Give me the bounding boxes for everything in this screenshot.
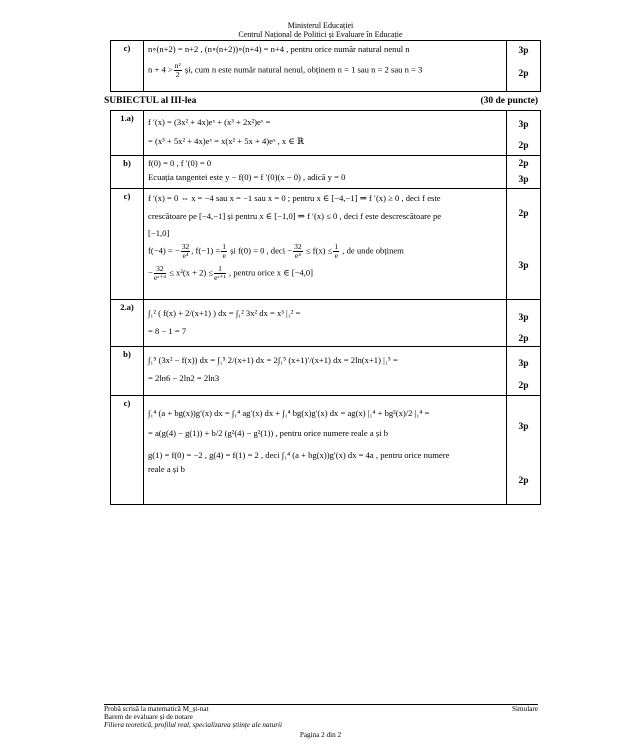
solution-line: f(0) = 0 , f ′(0) = 0 bbox=[148, 158, 212, 168]
footer-simulation: Simulare bbox=[512, 705, 538, 713]
points-value: 2p bbox=[518, 334, 529, 344]
item-content bbox=[144, 111, 507, 156]
item-label: b) bbox=[111, 347, 144, 396]
item-label: c) bbox=[111, 189, 144, 300]
solution-line: − $\frac{32}{\text{eˣ⁺⁴}}$ ≤ x²(x + 2) ≤ $\frac{1}{\text{eˣ⁺¹}}$ , pentru orice x ∈ [−4,0] bbox=[148, 264, 314, 282]
solution-line: Ecuația tangentei este y − f(0) = f ′(0)(x − 0) , adică y = 0 bbox=[148, 172, 346, 182]
item-content bbox=[144, 41, 507, 92]
item-label: b) bbox=[111, 156, 144, 189]
points-value: 2p bbox=[518, 69, 529, 79]
points-cell bbox=[507, 111, 541, 156]
points-cell bbox=[507, 396, 541, 505]
solution-line: g(1) = f(0) = −2 , g(4) = f(1) = 2 , deci ∫₁⁴ (a + bg(x))g′(x) dx = 4a , pentru orice numere bbox=[148, 450, 450, 460]
solution-line: = a(g(4) − g(1)) + b/2 (g²(4) − g²(1)) , pentru orice numere reale a și b bbox=[148, 428, 389, 438]
solution-line: reale a și b bbox=[148, 464, 185, 474]
solution-line: ∫₁⁴ (a + bg(x))g′(x) dx = ∫₁⁴ ag′(x) dx + ∫₁⁴ bg(x)g′(x) dx = ag(x) |₁⁴ + bg²(x)/2 |₁⁴ = bbox=[148, 408, 430, 418]
item-content bbox=[144, 156, 507, 189]
points-value: 2p bbox=[518, 381, 529, 391]
points-value: 3p bbox=[518, 46, 529, 56]
points-value: 2p bbox=[518, 476, 529, 486]
table-row bbox=[111, 347, 541, 396]
solution-line: = (x³ + 5x² + 4x)eˣ = x(x² + 5x + 4)eˣ , x ∈ ℝ bbox=[148, 136, 304, 146]
points-value: 3p bbox=[518, 120, 529, 130]
subject-points: (30 de puncte) bbox=[480, 96, 538, 106]
solution-line: [−1,0] bbox=[148, 228, 170, 238]
points-value: 3p bbox=[518, 313, 529, 323]
solution-line: ∫₁² ( f(x) + 2/(x+1) ) dx = ∫₁² 3x² dx = x³ |₁² = bbox=[148, 308, 301, 318]
item-content bbox=[144, 189, 507, 300]
item-label: 2.a) bbox=[111, 300, 144, 347]
solution-line: = 8 − 1 = 7 bbox=[148, 326, 187, 336]
top-table bbox=[110, 40, 541, 92]
item-label: c) bbox=[111, 41, 144, 92]
points-value: 3p bbox=[518, 359, 529, 369]
points-value: 2p bbox=[518, 141, 529, 151]
item-content bbox=[144, 347, 507, 396]
header-ministry: Ministerul Educației bbox=[287, 21, 354, 30]
points-cell bbox=[507, 189, 541, 300]
solution-line: = 2ln6 − 2ln2 = 2ln3 bbox=[148, 373, 220, 383]
points-cell bbox=[507, 41, 541, 92]
footer-barem: Barem de evaluare și de notare bbox=[104, 713, 193, 721]
table-row bbox=[111, 300, 541, 347]
solution-line: f(−4) = − $\frac{32}{\text{e⁴}}$ , f(−1) = $\frac{1}{e}$ și f(0) = 0 , deci − $\frac{32}{\text{e⁴}}$ ≤ f(x) ≤ $\frac{1}{e}$ , de unde obținem bbox=[148, 242, 404, 260]
solution-line: f ′(x) = (3x² + 4x)eˣ + (x³ + 2x²)eˣ = bbox=[148, 117, 271, 127]
table-row bbox=[111, 189, 541, 300]
footer-page: Pagina 2 din 2 bbox=[299, 731, 342, 739]
footer-filiera: Filiera teoretică, profilul real, specializarea științe ale naturii bbox=[104, 721, 283, 729]
table-row bbox=[111, 396, 541, 505]
item-label: 1.a) bbox=[111, 111, 144, 156]
subject-heading bbox=[104, 96, 538, 106]
subject-title: SUBIECTUL al III-lea bbox=[104, 96, 197, 106]
table-row bbox=[111, 111, 541, 156]
item-content bbox=[144, 396, 507, 505]
points-value: 3p bbox=[518, 175, 529, 185]
table-row bbox=[111, 41, 541, 92]
solution-line: n + 4 > $\frac{\text{n²}}{2}$ și, cum n este număr natural nenul, obținem n = 1 sau n = 2 sau n = 3 bbox=[148, 61, 423, 79]
table-row bbox=[111, 156, 541, 189]
header-center: Centrul Național de Politici și Evaluare în Educație bbox=[238, 30, 403, 39]
solution-line: crescătoare pe [−4,−1] și pentru x ∈ [−1,0] ⇒ f ′(x) ≤ 0 , deci f este descrescătoare pe bbox=[148, 211, 442, 221]
points-cell bbox=[507, 347, 541, 396]
points-cell bbox=[507, 156, 541, 189]
points-value: 3p bbox=[518, 261, 529, 271]
solution-line: n∘(n+2) = n+2 , (n∘(n+2))∘(n+4) = n+4 , pentru orice număr natural nenul n bbox=[148, 44, 410, 54]
points-value: 2p bbox=[518, 159, 529, 169]
solutions-table bbox=[110, 110, 541, 505]
footer-exam: Probă scrisă la matematică M_șt-nat bbox=[104, 705, 209, 713]
points-value: 3p bbox=[518, 422, 529, 432]
points-value: 2p bbox=[518, 209, 529, 219]
item-content bbox=[144, 300, 507, 347]
solution-line: ∫₁⁵ (3x² − f(x)) dx = ∫₁⁵ 2/(x+1) dx = 2∫₁⁵ (x+1)′/(x+1) dx = 2ln(x+1) |₁⁵ = bbox=[148, 355, 398, 365]
points-cell bbox=[507, 300, 541, 347]
solution-line: f ′(x) = 0 ⇔ x = −4 sau x = −1 sau x = 0 ; pentru x ∈ [−4,−1] ⇒ f ′(x) ≥ 0 , deci f este bbox=[148, 193, 441, 203]
item-label: c) bbox=[111, 396, 144, 505]
